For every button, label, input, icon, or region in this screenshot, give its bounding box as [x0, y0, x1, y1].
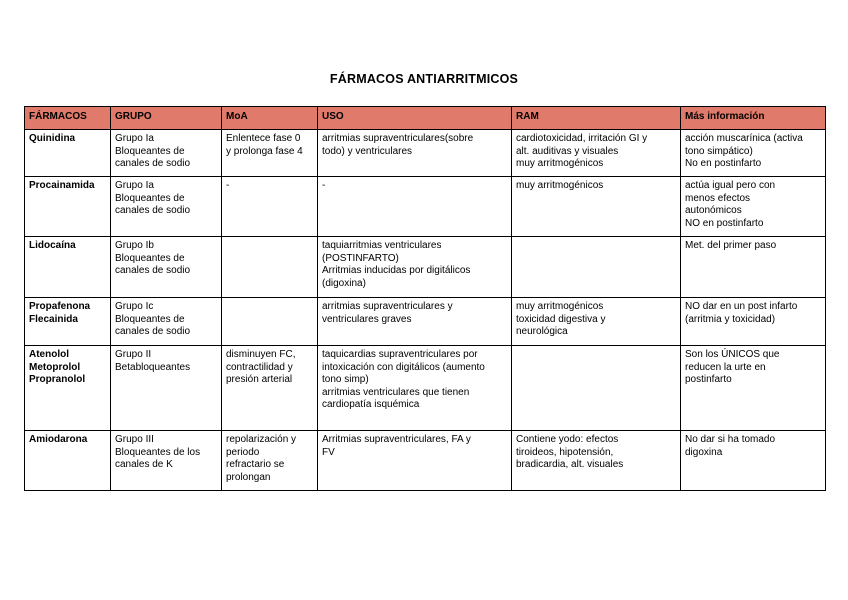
cell-moa: -: [222, 177, 318, 237]
table-row: [25, 298, 826, 346]
cell-info: acción muscarínica (activa tono simpático) No en postinfarto: [681, 130, 826, 177]
cell-grupo: Grupo Ib Bloqueantes de canales de sodio: [111, 237, 222, 298]
cell-moa: Enlentece fase 0 y prolonga fase 4: [222, 130, 318, 177]
antiarrhythmic-drugs-table: [24, 106, 826, 491]
header-grupo: GRUPO: [111, 107, 222, 130]
cell-moa: disminuyen FC, contractilidad y presión arterial: [222, 346, 318, 431]
cell-ram: Contiene yodo: efectos tiroideos, hipotensión, bradicardia, alt. visuales: [512, 431, 681, 491]
table-row: [25, 346, 826, 431]
cell-ram: muy arritmogénicos toxicidad digestiva y neurológica: [512, 298, 681, 346]
cell-ram: [512, 237, 681, 298]
header-ram: RAM: [512, 107, 681, 130]
cell-uso: taquicardias supraventriculares por intoxicación con digitálicos (aumento tono simp) arritmias ventriculares que tienen cardiopatía isquémica: [318, 346, 512, 431]
cell-grupo: Grupo II Betabloqueantes: [111, 346, 222, 431]
cell-ram: cardiotoxicidad, irritación GI y alt. auditivas y visuales muy arritmogénicos: [512, 130, 681, 177]
cell-farmaco: Quinidina: [25, 130, 111, 177]
cell-uso: arritmias supraventriculares(sobre todo) y ventriculares: [318, 130, 512, 177]
cell-info: Son los ÚNICOS que reducen la urte en postinfarto: [681, 346, 826, 431]
cell-moa: [222, 237, 318, 298]
cell-uso: -: [318, 177, 512, 237]
table-row: [25, 130, 826, 177]
table-header-row: [25, 107, 826, 130]
cell-farmaco: Propafenona Flecainida: [25, 298, 111, 346]
cell-uso: arritmias supraventriculares y ventriculares graves: [318, 298, 512, 346]
page-title: FÁRMACOS ANTIARRITMICOS: [329, 72, 519, 86]
cell-grupo: Grupo Ia Bloqueantes de canales de sodio: [111, 177, 222, 237]
cell-farmaco: Amiodarona: [25, 431, 111, 491]
cell-moa: [222, 298, 318, 346]
cell-ram: muy arritmogénicos: [512, 177, 681, 237]
cell-info: actúa igual pero con menos efectos autonómicos NO en postinfarto: [681, 177, 826, 237]
table-row: [25, 177, 826, 237]
cell-grupo: Grupo III Bloqueantes de los canales de K: [111, 431, 222, 491]
cell-farmaco: Procainamida: [25, 177, 111, 237]
table-row: [25, 431, 826, 491]
cell-grupo: Grupo Ia Bloqueantes de canales de sodio: [111, 130, 222, 177]
cell-grupo: Grupo Ic Bloqueantes de canales de sodio: [111, 298, 222, 346]
cell-ram: [512, 346, 681, 431]
cell-farmaco: Atenolol Metoprolol Propranolol: [25, 346, 111, 431]
header-farmacos: FÁRMACOS: [25, 107, 111, 130]
header-moa: MoA: [222, 107, 318, 130]
cell-moa: repolarización y periodo refractario se prolongan: [222, 431, 318, 491]
table-row: [25, 237, 826, 298]
cell-uso: taquiarritmias ventriculares (POSTINFARTO) Arritmias inducidas por digitálicos (digoxina): [318, 237, 512, 298]
cell-info: No dar si ha tomado digoxina: [681, 431, 826, 491]
cell-uso: Arritmias supraventriculares, FA y FV: [318, 431, 512, 491]
cell-farmaco: Lidocaína: [25, 237, 111, 298]
cell-info: Met. del primer paso: [681, 237, 826, 298]
header-mas-informacion: Más información: [681, 107, 826, 130]
cell-info: NO dar en un post infarto (arritmia y toxicidad): [681, 298, 826, 346]
header-uso: USO: [318, 107, 512, 130]
